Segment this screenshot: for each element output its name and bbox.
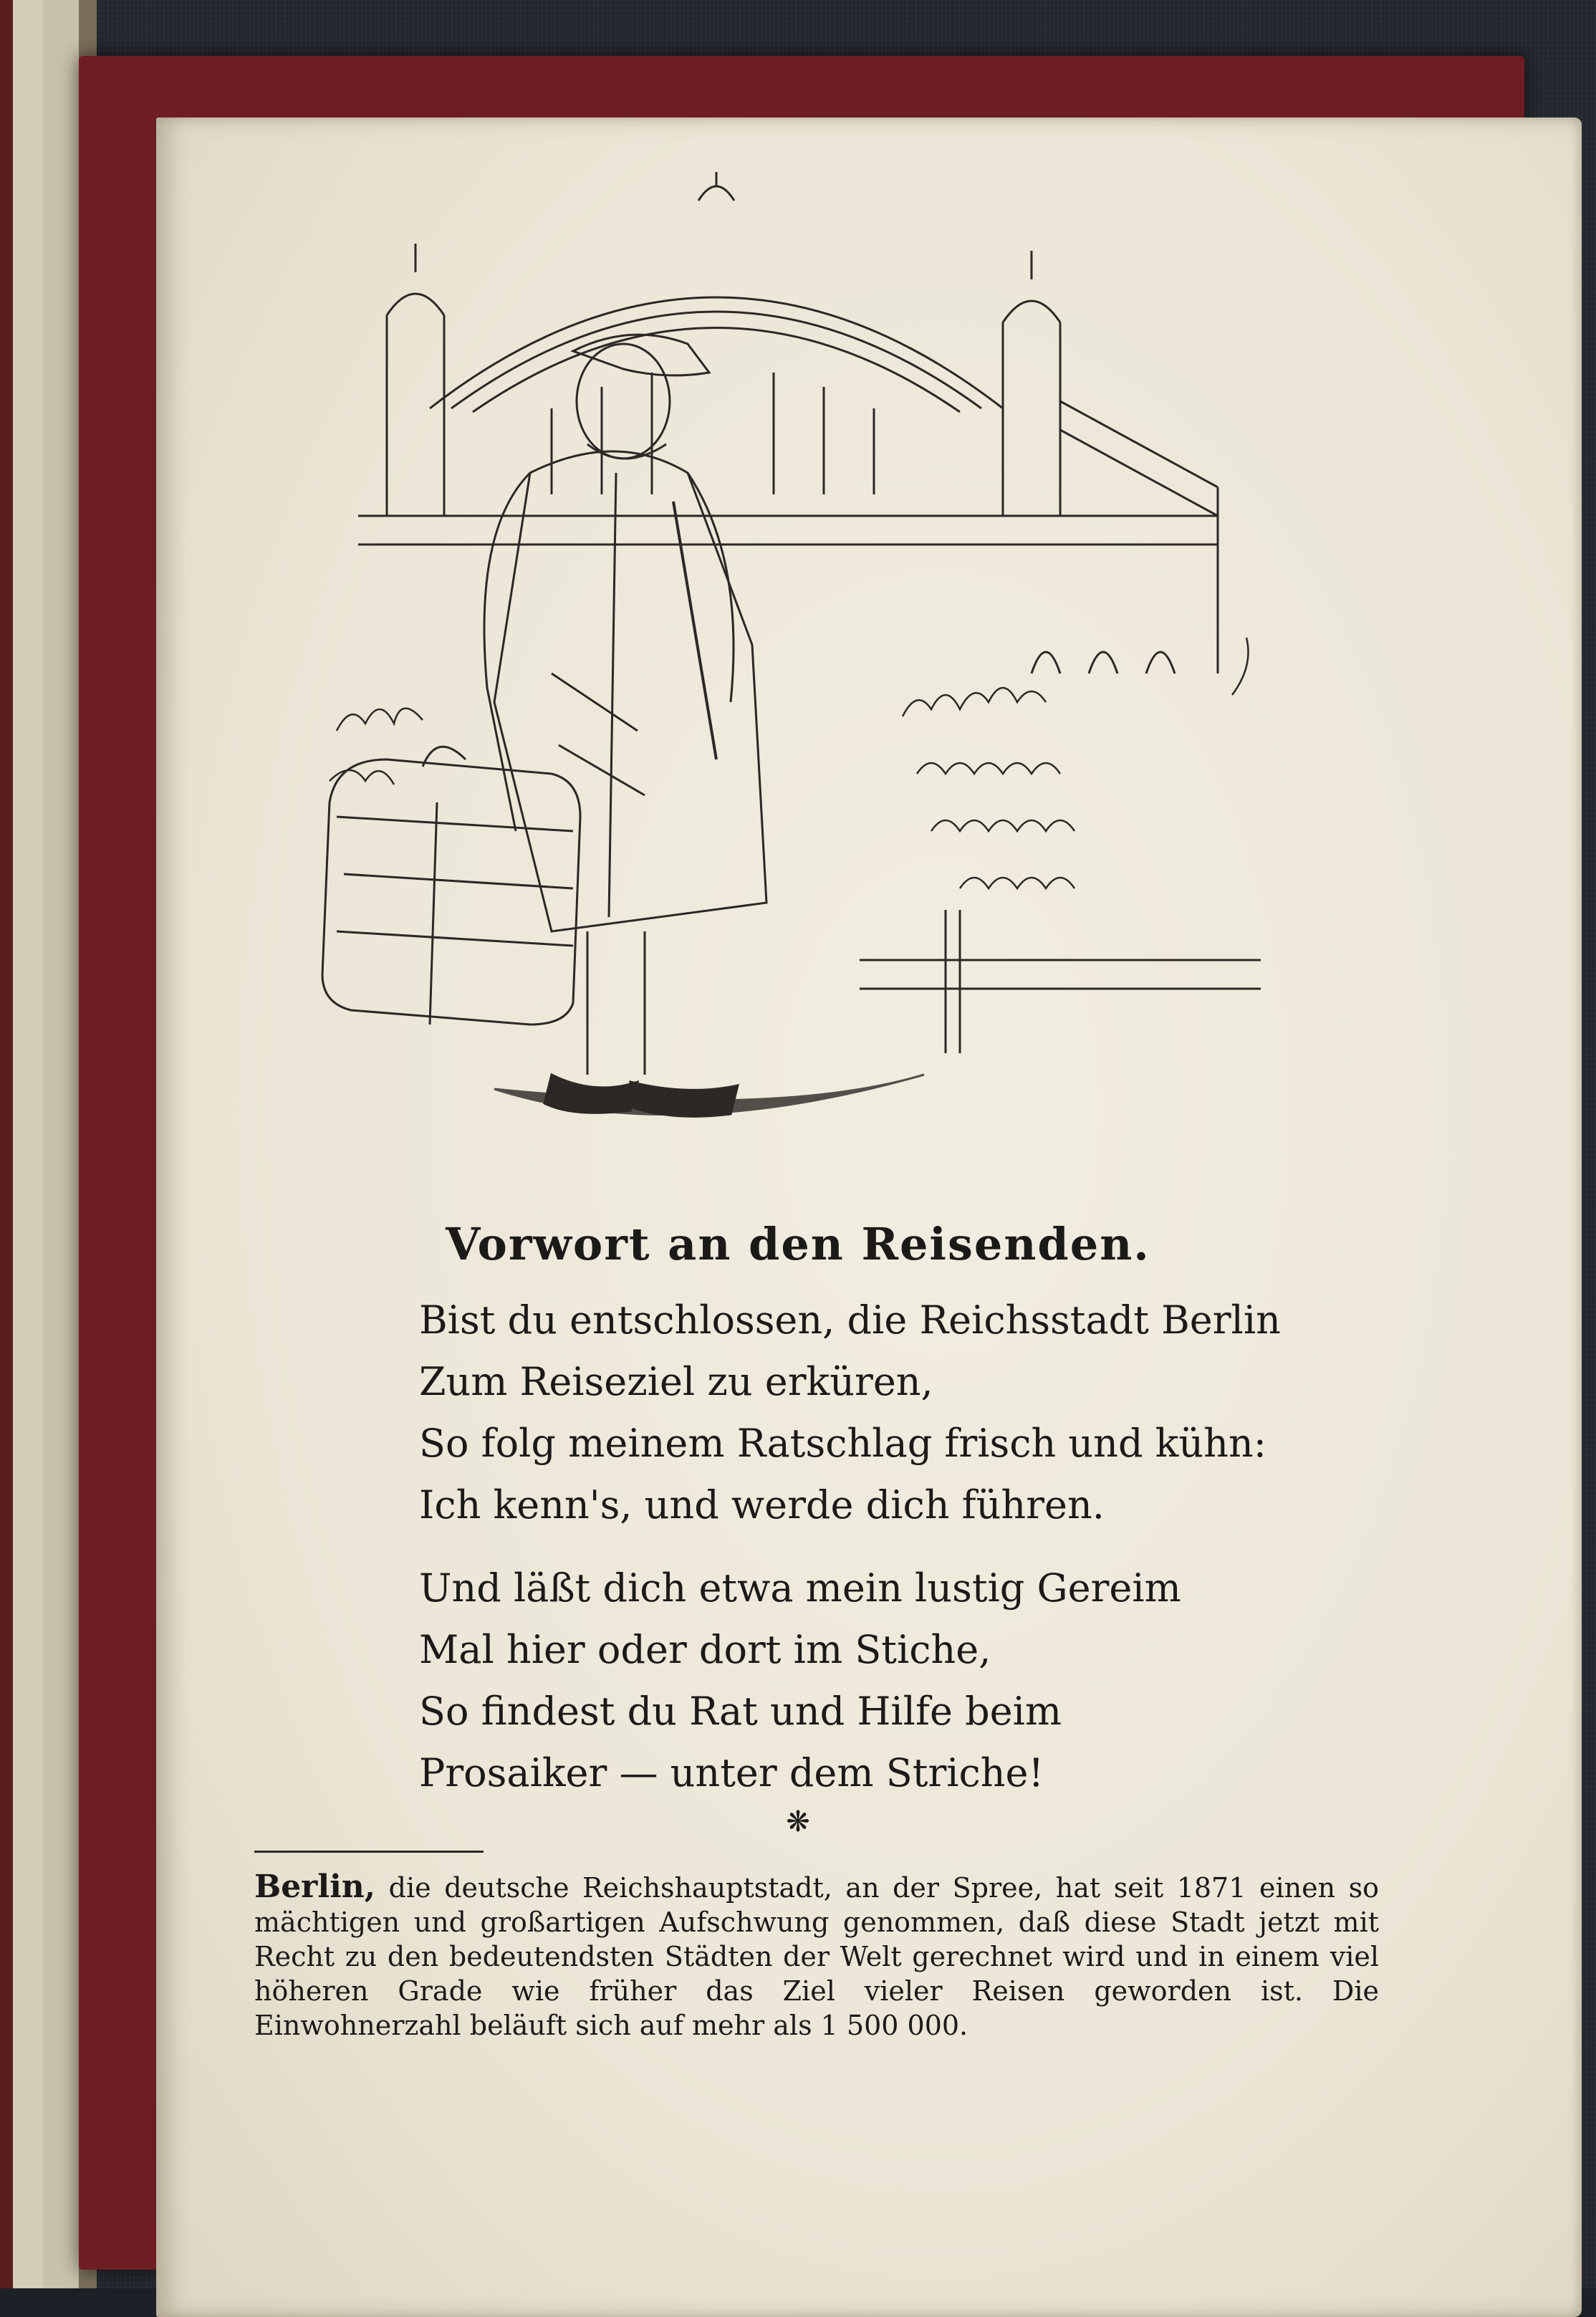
footnote — [254, 1870, 1379, 2043]
stanza-2 — [419, 1558, 1350, 1804]
bushes — [330, 638, 1249, 888]
traveler-illustration — [315, 172, 1304, 1189]
poem-line: So findest du Rat und Hilfe beim — [419, 1689, 1062, 1734]
poem-line: Mal hier oder dort im Stiche, — [419, 1627, 991, 1672]
fence — [860, 910, 1261, 1053]
ornament-star: ❋ — [786, 1805, 810, 1838]
poem — [419, 1290, 1350, 1826]
footnote-lead: Berlin, — [254, 1869, 376, 1905]
poem-line: Prosaiker — unter dem Striche! — [419, 1750, 1044, 1795]
footnote-rule — [254, 1851, 484, 1853]
poem-line: Ich kenn's, und werde dich führen. — [419, 1482, 1105, 1527]
poem-line: Bist du entschlossen, die Reichsstadt Berlin — [419, 1297, 1281, 1343]
station-building — [358, 172, 1218, 673]
page-heading: Vorwort an den Reisenden. — [446, 1218, 1150, 1270]
suitcase — [322, 747, 580, 1025]
footnote-text: die deutsche Reichshauptstadt, an der Spree, hat seit 1871 einen so mächtigen und großartigen Aufschwung genommen, daß diese Stadt jetzt mit Recht zu den bedeutendsten Städten der Welt gerechnet wird und in einem viel höheren Grade wie früher das Ziel vieler Reisen geworden ist. Die Einwohnerzahl beläuft sich auf mehr als 1 500 000. — [254, 1872, 1379, 2041]
poem-line: So folg meinem Ratschlag frisch und kühn: — [419, 1421, 1266, 1466]
stanza-1 — [419, 1290, 1350, 1536]
traveler-figure — [484, 335, 924, 1116]
poem-line: Zum Reiseziel zu erküren, — [419, 1359, 933, 1404]
poem-line: Und läßt dich etwa mein lustig Gereim — [419, 1565, 1181, 1611]
